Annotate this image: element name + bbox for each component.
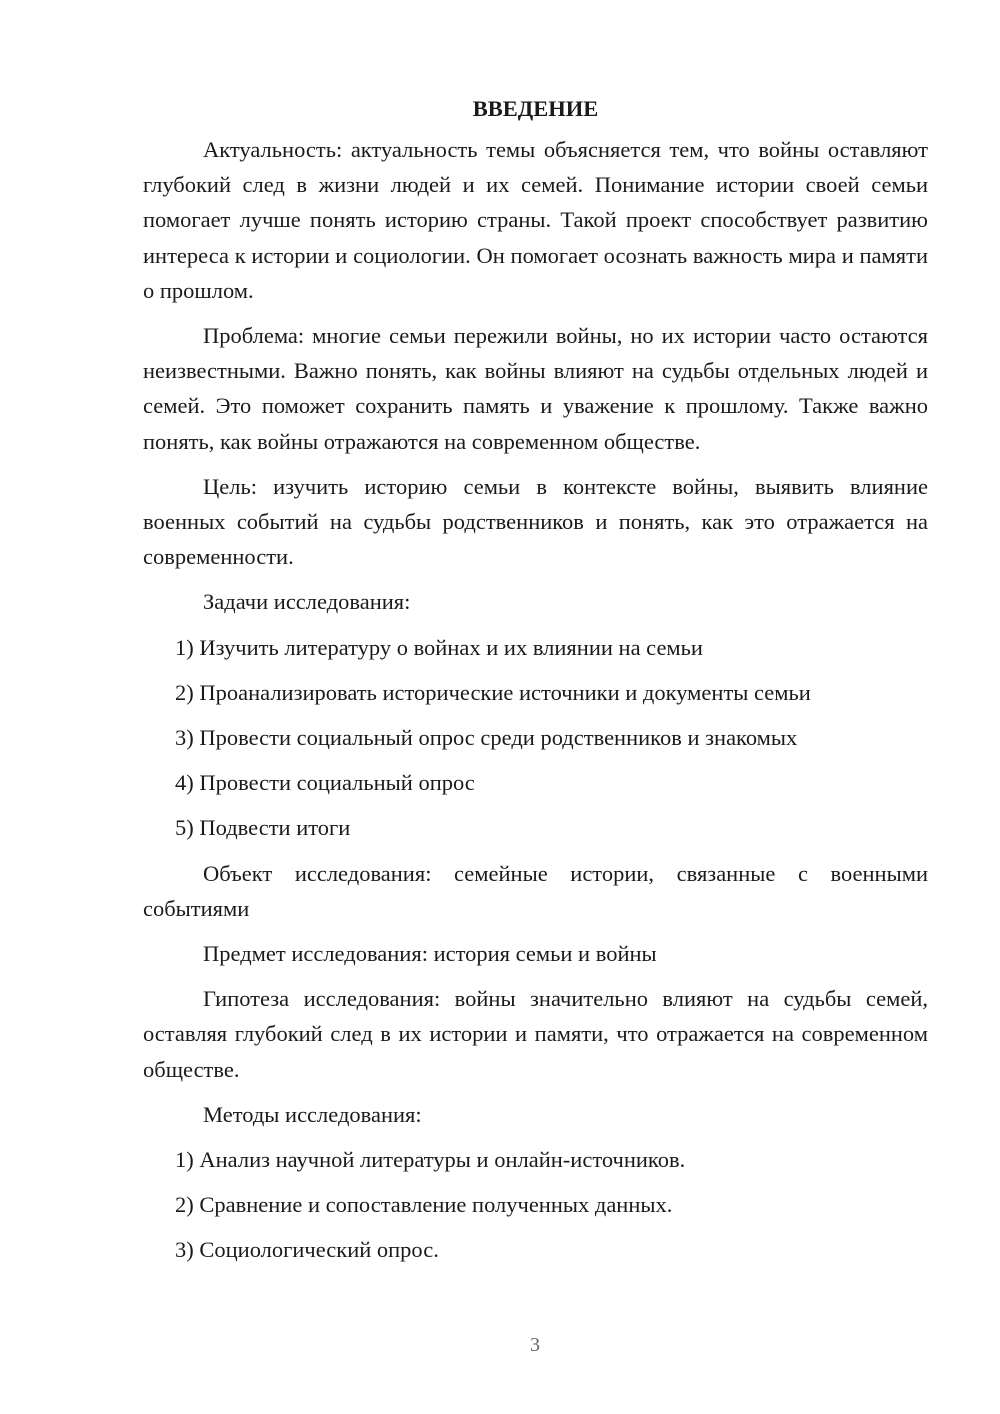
list-item: 2) Проанализировать исторические источники и документы семьи <box>175 679 811 705</box>
list-item: 3) Социологический опрос. <box>175 1237 439 1263</box>
tasks-list <box>143 630 928 846</box>
paragraph-goal: Цель: изучить историю семьи в контексте войны, выявить влияние военных событий на судьбы родственников и понять, как это отражается на современности. <box>143 473 928 570</box>
paragraph-relevance: Актуальность: актуальность темы объясняется тем, что войны оставляют глубокий след в жизни людей и их семей. Понимание истории своей семьи помогает лучше понять историю страны. Такой проект способствует развитию интереса к истории и социологии. Он помогает осознать важность мира и памяти о прошлом. <box>143 137 928 303</box>
page-number: 3 <box>530 1334 540 1356</box>
list-item: 5) Подвести итоги <box>175 815 351 841</box>
methods-heading: Методы исследования: <box>203 1101 422 1127</box>
list-item: 1) Анализ научной литературы и онлайн-источников. <box>175 1147 686 1173</box>
paragraph-hypothesis: Гипотеза исследования: войны значительно влияют на судьбы семей, оставляя глубокий след в их истории и памяти, что отражается на современном обществе. <box>143 986 928 1082</box>
paragraph-object: Объект исследования: семейные истории, связанные с военными событиями <box>143 860 928 921</box>
list-item: 3) Провести социальный опрос среди родственников и знакомых <box>175 725 798 751</box>
list-item: 4) Провести социальный опрос <box>175 770 475 796</box>
paragraph-subject: Предмет исследования: история семьи и войны <box>203 941 657 967</box>
page-title: ВВЕДЕНИЕ <box>472 96 599 121</box>
document-body <box>143 92 928 1278</box>
tasks-heading: Задачи исследования: <box>203 589 411 615</box>
paragraph-problem: Проблема: многие семьи пережили войны, но их истории часто остаются неизвестными. Важно понять, как войны влияют на судьбы отдельных людей и семей. Это поможет сохранить память и уважение к прошлому. Также важно понять, как войны отражаются на современном обществе. <box>143 323 928 454</box>
methods-list <box>143 1142 928 1268</box>
list-item: 2) Сравнение и сопоставление полученных данных. <box>175 1192 673 1218</box>
list-item: 1) Изучить литературу о войнах и их влиянии на семьи <box>175 634 703 660</box>
